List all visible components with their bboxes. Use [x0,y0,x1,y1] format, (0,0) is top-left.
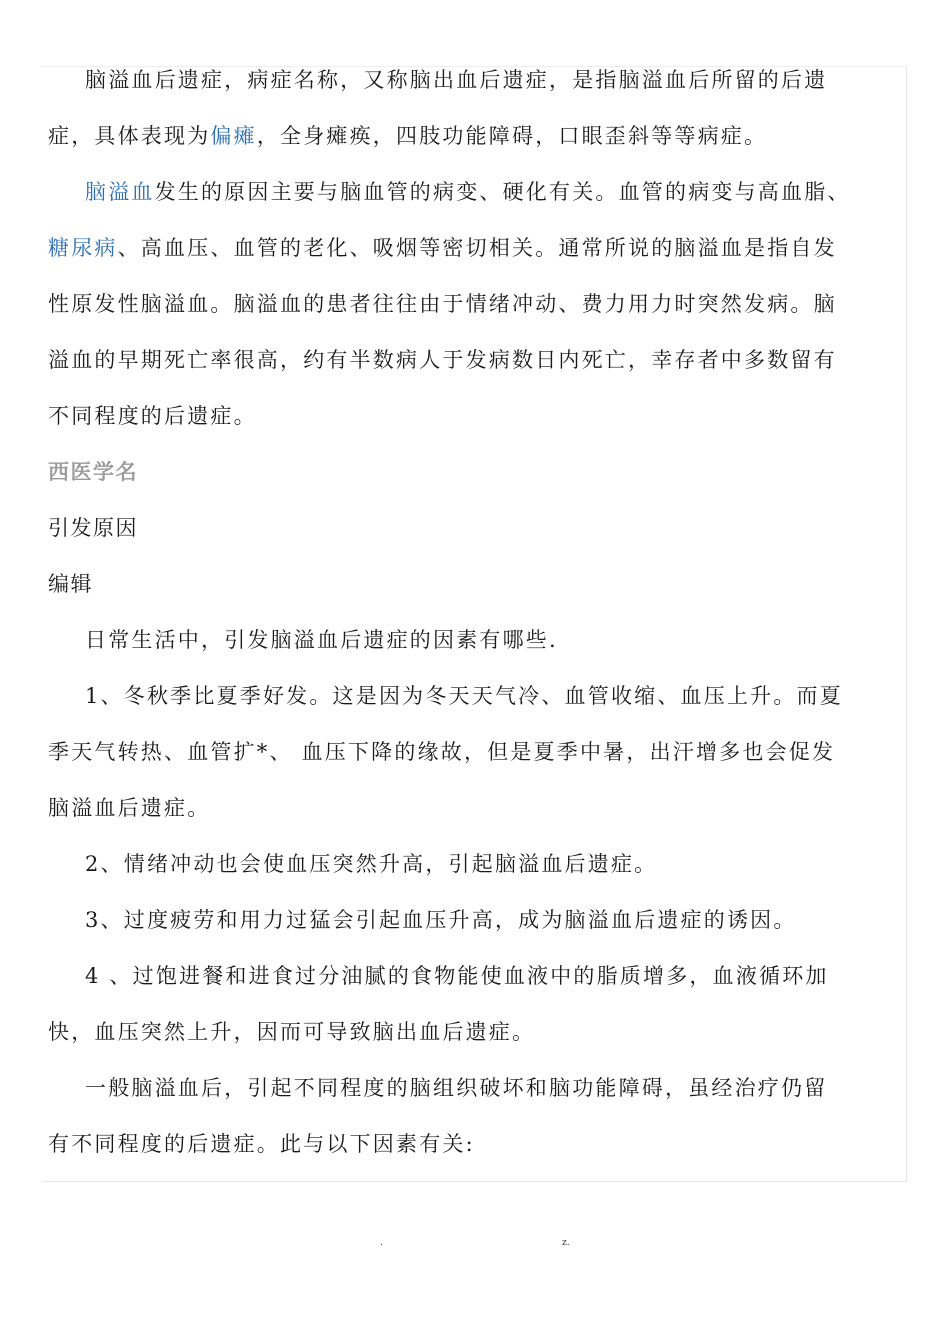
document-body [48,52,910,1172]
link-cerebral-hemorrhage[interactable]: 脑溢血 [85,180,155,204]
cause-item-1-line-1: 1、冬秋季比夏季好发。这是因为冬天天气冷、血管收缩、血压上升。而夏 [85,684,843,708]
link-hemiplegia[interactable]: 偏瘫 [210,124,257,148]
text-span: 症，具体表现为 [48,124,211,148]
page-footer [0,1238,950,1258]
paragraph-intro-line-1: 脑溢血后遗症，病症名称，又称脑出血后遗症，是指脑溢血后所留的后遗 [85,68,828,92]
footer-z: z. [562,1238,570,1248]
paragraph-cause-line-4: 溢血的早期死亡率很高，约有半数病人于发病数日内死亡，幸存者中多数留有 [48,348,837,372]
cause-item-4-line-2: 快，血压突然上升，因而可导致脑出血后遗症。 [48,1020,536,1044]
paragraph-cause-line-5: 不同程度的后遗症。 [48,404,257,428]
text-span: 发生的原因主要与脑血管的病变、硬化有关。血管的病变与高血脂、 [154,180,851,204]
cause-item-1-line-3: 脑溢血后遗症。 [48,796,211,820]
paragraph-cause-line-1 [48,164,910,220]
paragraph-intro-line-2 [48,108,910,164]
link-diabetes[interactable]: 糖尿病 [48,236,118,260]
text-span: 、高血压、血管的老化、吸烟等密切相关。通常所说的脑溢血是指自发 [117,236,837,260]
cause-item-2: 2、情绪冲动也会使血压突然升高，引起脑溢血后遗症。 [85,852,658,876]
causes-intro: 日常生活中，引发脑溢血后遗症的因素有哪些. [85,628,558,652]
paragraph-final-line-2: 有不同程度的后遗症。此与以下因素有关: [48,1132,475,1156]
cause-item-3: 3、过度疲劳和用力过猛会引起血压升高，成为脑溢血后遗症的诱因。 [85,908,797,932]
footer-dot: . [380,1238,383,1248]
edit-link[interactable]: 编辑 [48,572,93,596]
cause-item-1-line-2: 季天气转热、血管扩*、 血压下降的缘故，但是夏季中暑，出汗增多也会促发 [48,740,836,764]
paragraph-cause-line-2 [48,220,910,276]
cause-item-4-line-1: 4 、过饱进餐和进食过分油腻的食物能使血液中的脂质增多，血液循环加 [85,964,829,988]
heading-western-name: 西医学名 [48,459,138,484]
paragraph-final-line-1: 一般脑溢血后，引起不同程度的脑组织破坏和脑功能障碍，虽经治疗仍留 [85,1076,828,1100]
text-span: ，全身瘫痪，四肢功能障碍，口眼歪斜等等病症。 [256,124,768,148]
paragraph-cause-line-3: 性原发性脑溢血。脑溢血的患者往往由于情绪冲动、费力用力时突然发病。脑 [48,292,837,316]
heading-causes: 引发原因 [48,516,138,540]
